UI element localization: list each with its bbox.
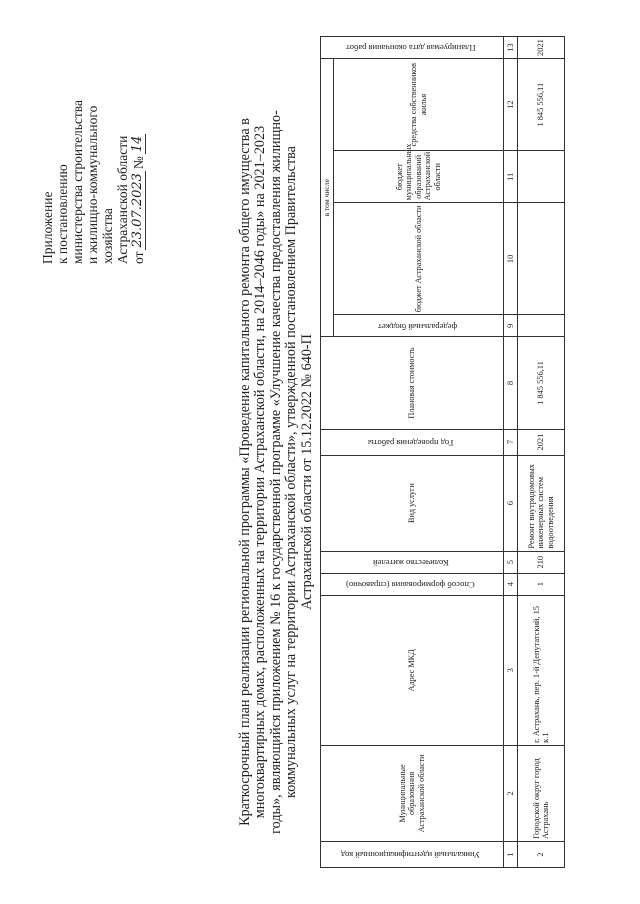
cell-formation-method: 1 <box>518 573 565 595</box>
document-title <box>238 62 315 882</box>
header-owners-funds: средства собственников жилья <box>334 59 504 151</box>
column-number: 13 <box>504 37 518 59</box>
cell-municipality: Городской округ город Астрахань <box>518 745 565 841</box>
appendix-block <box>40 34 146 264</box>
cell-residents: 210 <box>518 551 565 573</box>
cell-service-type: Ремонт внутридомовых инженерных систем водоотведения <box>518 455 565 551</box>
appendix-line: Астраханской области <box>115 135 130 264</box>
appendix-line: хозяйства <box>100 208 115 264</box>
handwritten-date: 23.07.2023 <box>130 173 145 248</box>
column-number: 8 <box>504 337 518 429</box>
table-row <box>518 37 565 868</box>
header-regional-budget: бюджет Астраханской области <box>334 203 504 315</box>
date-prefix: от <box>131 251 146 264</box>
header-federal-budget: федеральный бюджет <box>334 315 504 337</box>
column-number: 4 <box>504 573 518 595</box>
column-numbers-row <box>504 37 518 868</box>
header-unique-code: Уникальный идентификационный код <box>321 841 504 867</box>
cell-address: г. Астрахань, пер. 1-й Депутатский, 15 к.1 <box>518 595 565 745</box>
title-line: Астраханской области от 15.12.2022 № 640-П <box>298 334 315 610</box>
cell-work-year: 2021 <box>518 429 565 455</box>
number-prefix: № <box>131 156 146 170</box>
title-line: годы», являющийся приложением № 16 к государственной программе «Улучшение качества предоставления жилищно- <box>267 110 284 834</box>
cell-municipal-budget <box>518 151 565 203</box>
header-municipal-budget: бюджет муниципальных образований Астраханской области <box>334 151 504 203</box>
appendix-line: Приложение <box>40 191 55 264</box>
header-address: Адрес МКД <box>321 595 504 745</box>
header-municipality: Муниципальные образования Астраханской области <box>321 745 504 841</box>
column-number: 3 <box>504 595 518 745</box>
appendix-line: к постановлению <box>55 164 70 264</box>
column-number: 10 <box>504 203 518 315</box>
cell-unique-code: 2 <box>518 841 565 867</box>
cell-regional-budget <box>518 203 565 315</box>
appendix-date-line <box>130 34 146 264</box>
appendix-line: и жилищно-коммунального <box>85 105 100 264</box>
header-end-date: Планируемая дата окончания работ <box>321 37 504 59</box>
header-including: в том числе <box>321 59 334 337</box>
cell-owners-funds: 1 845 556,11 <box>518 59 565 151</box>
plan-table <box>320 36 565 868</box>
title-line: Краткосрочный план реализации региональной программы «Проведение капитального ремонта общего имущества в <box>237 118 253 826</box>
column-number: 5 <box>504 551 518 573</box>
cell-federal-budget <box>518 315 565 337</box>
cell-planned-cost: 1 845 556,11 <box>518 337 565 429</box>
title-line: многоквартирных домах, расположенных на территории Астраханской области, на 2014–2046 годы» на 2021–2023 <box>252 125 269 819</box>
header-work-year: Год проведения работы <box>321 429 504 455</box>
header-formation-method: Способ формирования (справочно) <box>321 573 504 595</box>
handwritten-number: 14 <box>130 135 145 153</box>
column-number: 2 <box>504 745 518 841</box>
header-service-type: Вид услуги <box>321 455 504 551</box>
appendix-line: министерства строительства <box>70 100 85 264</box>
column-number: 11 <box>504 151 518 203</box>
header-residents: Количество жителей <box>321 551 504 573</box>
cell-end-date: 2021 <box>518 37 565 59</box>
column-number: 9 <box>504 315 518 337</box>
column-number: 1 <box>504 841 518 867</box>
title-line: коммунальных услуг на территории Астраханской области», утвержденной постановлением Правительства <box>283 146 300 798</box>
header-planned-cost: Плановая стоимость <box>321 337 504 429</box>
column-number: 6 <box>504 455 518 551</box>
column-number: 12 <box>504 59 518 151</box>
column-number: 7 <box>504 429 518 455</box>
